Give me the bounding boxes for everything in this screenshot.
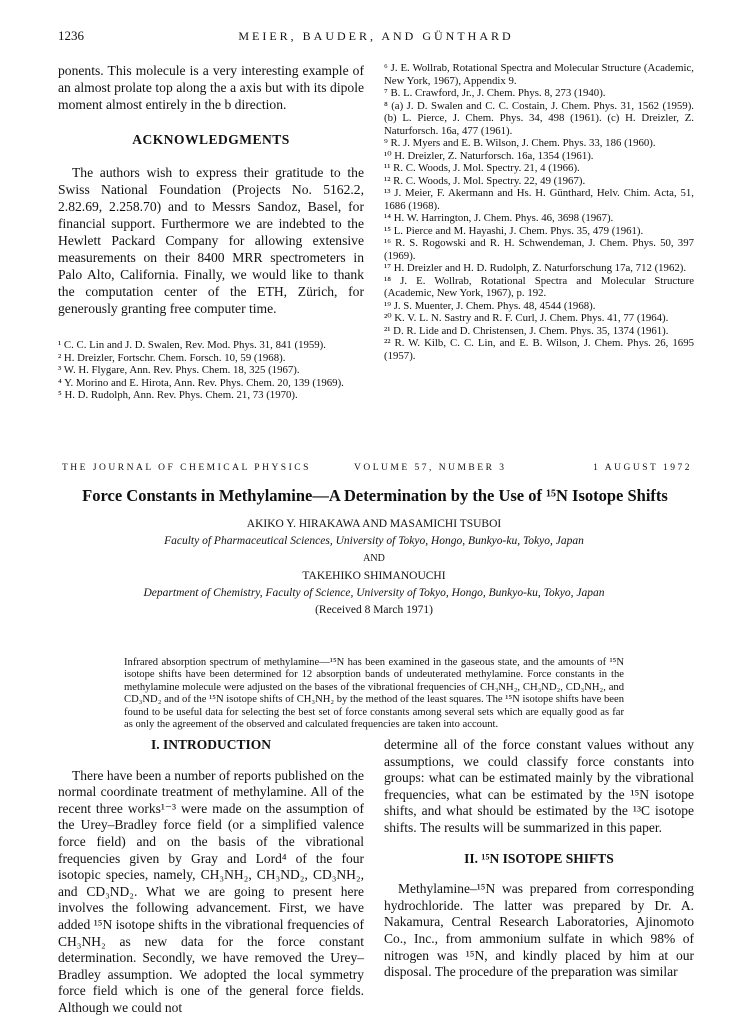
isotope-shifts-text: Methylamine–¹⁵N was prepared from corresponding hydrochloride. The latter was prepared by Dr. A. Nakamura, Central Research Laboratories, Ajinomoto Co., Inc., from ammonium sulfate in which 98% of nitrogen was ¹⁵N, and kindly placed by him at our disposal. The procedure of the preparation was similar bbox=[384, 881, 694, 980]
introduction-continuation: determine all of the force constant values without any assumptions, we could classify force constants into groups: what can be estimated mainly by the vibrational frequencies, what can be estimated by the ¹⁵N isotope shifts, and what should be estimated by the ¹³C isotope shifts. The results will be summarized in this paper. bbox=[384, 737, 694, 835]
prev-article-continuation: ponents. This molecule is a very interesting example of an almost prolate top along the a axis but with its dipole moment almost entirely in the b direction. bbox=[58, 63, 364, 112]
footnote: ¹¹ R. C. Woods, J. Mol. Spectry. 21, 4 (1966). bbox=[384, 162, 580, 174]
running-head bbox=[58, 28, 694, 44]
footnote: ¹⁰ H. Dreizler, Z. Naturforsch. 16a, 1354 (1961). bbox=[384, 149, 594, 162]
footnote: ⁵ H. D. Rudolph, Ann. Rev. Phys. Chem. 21, 73 (1970). bbox=[58, 389, 298, 401]
authors-line-2: TAKEHIKO SHIMANOUCHI bbox=[302, 570, 446, 582]
footnote: ¹⁶ R. S. Rogowski and R. H. Schwendeman, J. Chem. Phys. 50, 397 (1969). bbox=[384, 237, 694, 262]
footnotes-right bbox=[384, 62, 694, 362]
footnotes-left bbox=[58, 339, 364, 402]
footnote: ¹⁷ H. Dreizler and H. D. Rudolph, Z. Naturforschung 17a, 712 (1962). bbox=[384, 262, 687, 274]
footnote: ²² R. W. Kilb, C. C. Lin, and E. B. Wilson, J. Chem. Phys. 26, 1695 (1957). bbox=[384, 337, 694, 362]
body-right-column bbox=[384, 737, 694, 981]
footnote: ⁸ (a) J. D. Swalen and C. C. Costain, J. Chem. Phys. 31, 1562 (1959). (b) L. Pierce, J. Chem. Phys. 34, 498 (1961). (c) H. Dreizler, Z. Naturforsch. 16a, 477 (1961). bbox=[384, 99, 694, 137]
authors-and: AND bbox=[363, 553, 385, 564]
footnote: ³ W. H. Flygare, Ann. Rev. Phys. Chem. 18, 325 (1967). bbox=[58, 364, 300, 376]
section-heading-isotope-shifts: II. ¹⁵N ISOTOPE SHIFTS bbox=[464, 850, 614, 866]
abstract: Infrared absorption spectrum of methylamine—¹⁵N has been examined in the gaseous state, and the amounts of ¹⁵N isotope shifts have been determined for 12 absorption bands of undeuterated methylamine. Force constants in the methylamine molecule were adjusted on the bases of the vibrational frequencies of CH₃NH₂, CH₃ND₂, CD₃NH₂, and CD₃ND₂ and of the ¹⁵N isotope shifts of CH₃NH₂ by the method of the least squares. The ¹⁵N isotope shifts have been found to be useful data for selecting the best set of force constants among several sets which are equally good as far as only the agreement of the observed and calculated frequencies are taken into account. bbox=[124, 657, 624, 731]
footnote: ² H. Dreizler, Fortschr. Chem. Forsch. 10, 59 (1968). bbox=[58, 351, 286, 364]
affiliation-2: Department of Chemistry, Faculty of Science, University of Tokyo, Hongo, Bunkyo-ku, Tokyo, Japan bbox=[143, 587, 605, 599]
section-heading-introduction: I. INTRODUCTION bbox=[150, 737, 272, 752]
body-left-column bbox=[58, 737, 364, 1017]
journal-name: THE JOURNAL OF CHEMICAL PHYSICS bbox=[62, 463, 311, 473]
running-head-authors: MEIER, BAUDER, AND GÜNTHARD bbox=[238, 29, 514, 43]
journal-info-line bbox=[62, 463, 692, 477]
article-title: Force Constants in Methylamine—A Determination by the Use of ¹⁵N Isotope Shifts bbox=[82, 486, 668, 505]
footnote: ¹⁴ H. W. Harrington, J. Chem. Phys. 46, 3698 (1967). bbox=[384, 212, 614, 224]
footnote: ⁶ J. E. Wollrab, Rotational Spectra and Molecular Structure (Academic, New York, 1967), Appendix 9. bbox=[384, 62, 694, 87]
footnote: ⁴ Y. Morino and E. Hirota, Ann. Rev. Phys. Chem. 20, 139 (1969). bbox=[58, 376, 344, 389]
acknowledgments-text: The authors wish to express their gratitude to the Swiss National Foundation (Projects No. 5162.2, 2.82.69, 2.258.70) and to Messrs Sandoz, Basel, for financial support. Furthermore we are indebted to the Hewlett Packard Company for allowing extensive measurements on their 8400 MRR spectrometers in Palo Alto, California. Finally, we would like to thank the computation center of the ETH, Zürich, for generously granting free computer time. bbox=[58, 165, 364, 316]
acknowledgments-heading: ACKNOWLEDGMENTS bbox=[132, 132, 290, 147]
footnote: ⁷ B. L. Crawford, Jr., J. Chem. Phys. 8, 273 (1940). bbox=[384, 87, 606, 99]
footnote: ²¹ D. R. Lide and D. Christensen, J. Chem. Phys. 35, 1374 (1961). bbox=[384, 324, 669, 337]
page-number: 1236 bbox=[58, 28, 84, 43]
footnote: ¹⁸ J. E. Wollrab, Rotational Spectra and Molecular Structure (Academic, New York, 1967), p. 192. bbox=[384, 274, 694, 299]
footnote: ⁹ R. J. Myers and E. B. Wilson, J. Chem. Phys. 33, 186 (1960). bbox=[384, 137, 656, 149]
journal-volume: VOLUME 57, NUMBER 3 bbox=[354, 463, 507, 473]
journal-date: 1 AUGUST 1972 bbox=[593, 463, 692, 473]
received-date: (Received 8 March 1971) bbox=[315, 604, 433, 616]
affiliation-1: Faculty of Pharmaceutical Sciences, University of Tokyo, Hongo, Bunkyo-ku, Tokyo, Japan bbox=[164, 535, 584, 547]
footnote: ²⁰ K. V. L. N. Sastry and R. F. Curl, J. Chem. Phys. 41, 77 (1964). bbox=[384, 312, 669, 324]
footnote: ¹³ J. Meier, F. Akermann and Hs. H. Günthard, Helv. Chim. Acta, 51, 1686 (1968). bbox=[384, 187, 694, 212]
authors-line-1: AKIKO Y. HIRAKAWA AND MASAMICHI TSUBOI bbox=[246, 518, 502, 530]
footnote: ¹² R. C. Woods, J. Mol. Spectry. 22, 49 (1967). bbox=[384, 174, 586, 187]
footnote: ¹⁹ J. S. Muenter, J. Chem. Phys. 48, 4544 (1968). bbox=[384, 299, 596, 312]
introduction-text: There have been a number of reports published on the normal coordinate treatment of methylamine. All of the recent three works¹⁻³ were made on the assumption of the Urey–Bradley force field (or a simplified valence force field) and on the basis of the vibrational frequencies given by Gray and Lord⁴ of the four isotopic species, namely, CH₃NH₂, CH₃ND₂, CD₃NH₂, and CD₃ND₂. What we are going to present here involves the following advancement. First, we have added ¹⁵N isotope shifts in the vibrational frequencies of CH₃NH₂ as new data for the force constant determination. Secondly, we have removed the Urey–Bradley assumption. We adopted the local symmetry force field which is one of the general force fields. Although we could not bbox=[58, 767, 364, 1015]
prev-article-left-column bbox=[58, 62, 364, 402]
footnote: ¹⁵ L. Pierce and M. Hayashi, J. Chem. Phys. 35, 479 (1961). bbox=[384, 224, 644, 237]
footnote: ¹ C. C. Lin and J. D. Swalen, Rev. Mod. Phys. 31, 841 (1959). bbox=[58, 339, 326, 351]
